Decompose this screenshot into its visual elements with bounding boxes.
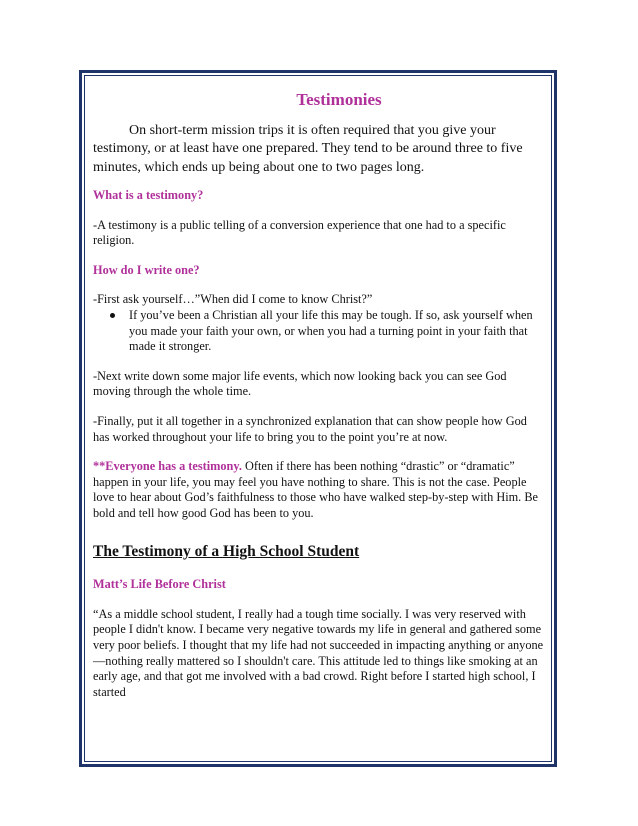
section-body: “As a middle school student, I really had a tough time socially. I was very reserved with people I didn't know. I became very negative towards my life in general and gathered some very poor beliefs. I thought that my life had not succeeded in impacting anything or anyone—nothing really mattered so I shouldn't care. This attitude led to things like smoking at an early age, and that got me involved with a bad crowd. Right before I started high school, I started xyxy=(93,606,544,699)
note-text: Often if there has been nothing “drastic” or “dramatic” happen in your life, you may feel you have nothing to share. This is not the case. People love to hear about God’s faithfulness to those who have walked step-by-step with Him. Be bold and tell how good God has been to you. xyxy=(93,459,538,520)
note-emphasis: **Everyone has a testimony. xyxy=(93,459,242,474)
list-item xyxy=(93,308,545,355)
bullet-text: If you’ve been a Christian all your life this may be tough. If so, ask yourself when you made your faith your own, or when you had a turning point in your faith that made it stronger. xyxy=(129,308,533,354)
section-subheading: Matt’s Life Before Christ xyxy=(93,577,226,592)
how-to-write-heading: How do I write one? xyxy=(93,262,200,277)
how-to-write-step-1: -First ask yourself…”When did I come to know Christ?” xyxy=(93,292,373,307)
how-to-write-step-2: -Next write down some major life events, which now looking back you can see God moving through the whole time. xyxy=(93,368,507,399)
everyone-has-testimony-note xyxy=(93,459,545,521)
intro-paragraph: On short-term mission trips it is often required that you give your testimony, or at least have one prepared. They tend to be around three to five minutes, which ends up being about one to two pages long. xyxy=(93,122,523,175)
section-title: The Testimony of a High School Student xyxy=(93,542,360,560)
page-title: Testimonies xyxy=(296,90,382,109)
how-to-write-step-3: -Finally, put it all together in a synchronized explanation that can show people how God has worked throughout your life to bring you to the point you’re at now. xyxy=(93,414,527,444)
bullet-icon xyxy=(110,313,115,318)
what-is-testimony-answer: -A testimony is a public telling of a conversion experience that one had to a specific religion. xyxy=(93,217,506,248)
what-is-testimony-heading: What is a testimony? xyxy=(93,188,204,203)
step-1-bullet-list xyxy=(93,308,545,355)
document-body xyxy=(93,92,545,714)
